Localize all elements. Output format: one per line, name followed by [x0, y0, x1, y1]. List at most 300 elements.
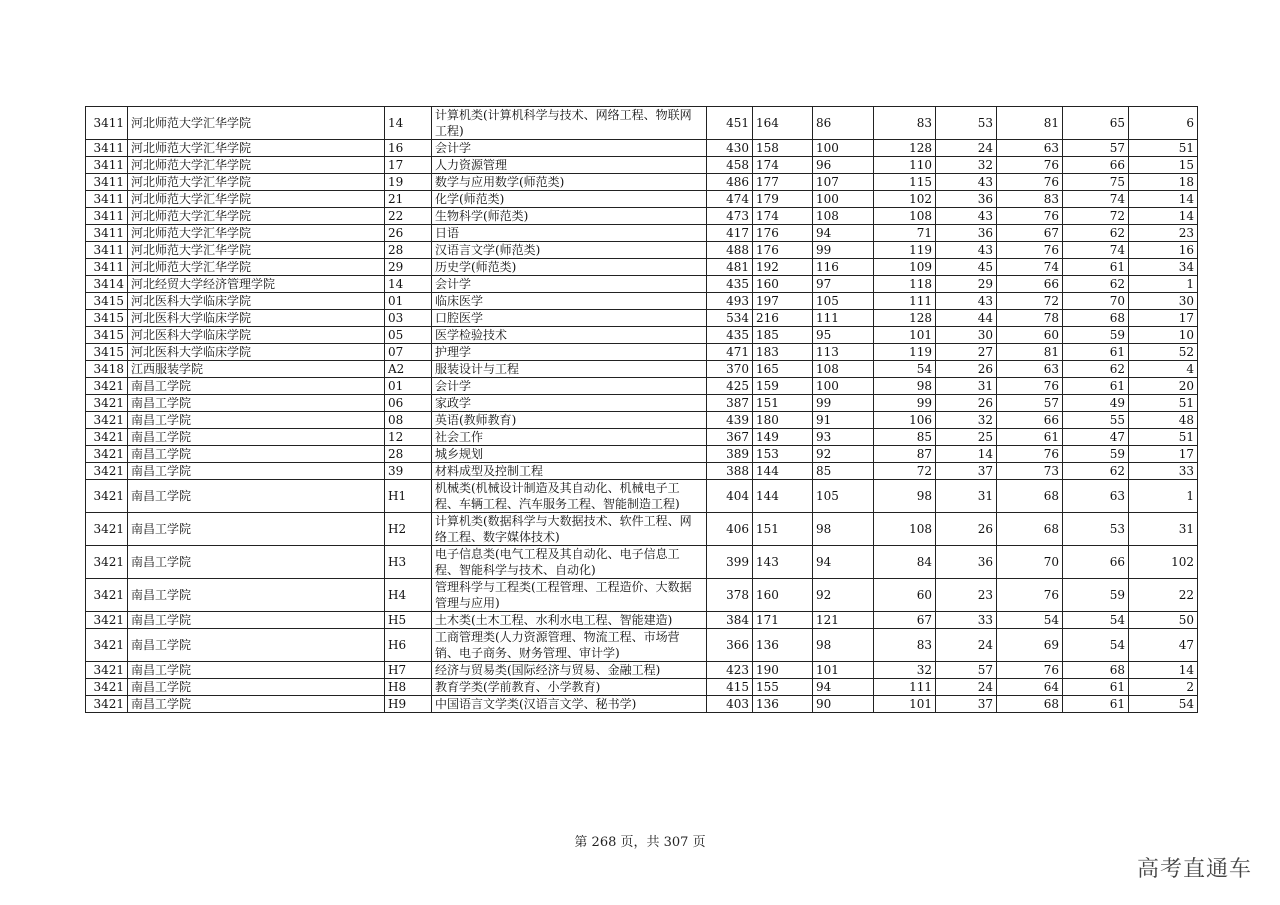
- cell-school-name: 南昌工学院: [128, 662, 385, 679]
- cell-score-5: 23: [936, 579, 997, 612]
- cell-major-name: 生物科学(师范类): [432, 208, 707, 225]
- cell-score-2: 190: [753, 662, 813, 679]
- cell-score-5: 26: [936, 361, 997, 378]
- cell-score-5: 53: [936, 107, 997, 140]
- cell-school-code: 3411: [86, 242, 128, 259]
- cell-score-2: 197: [753, 293, 813, 310]
- cell-score-4: 67: [874, 612, 936, 629]
- cell-score-7: 62: [1063, 225, 1129, 242]
- watermark-logo: 高考直通车: [1136, 857, 1252, 882]
- cell-score-8: 20: [1129, 378, 1198, 395]
- cell-score-2: 174: [753, 157, 813, 174]
- cell-score-7: 68: [1063, 662, 1129, 679]
- cell-score-2: 180: [753, 412, 813, 429]
- cell-score-2: 185: [753, 327, 813, 344]
- cell-score-1: 406: [707, 513, 753, 546]
- cell-score-8: 2: [1129, 679, 1198, 696]
- cell-score-2: 160: [753, 579, 813, 612]
- cell-score-8: 22: [1129, 579, 1198, 612]
- cell-school-code: 3421: [86, 463, 128, 480]
- cell-major-code: H1: [385, 480, 432, 513]
- table-row: [86, 412, 1198, 429]
- cell-school-code: 3418: [86, 361, 128, 378]
- cell-score-1: 423: [707, 662, 753, 679]
- cell-school-name: 南昌工学院: [128, 378, 385, 395]
- table-row: [86, 546, 1198, 579]
- cell-major-name: 工商管理类(人力资源管理、物流工程、市场营销、电子商务、财务管理、审计学): [432, 629, 707, 662]
- cell-score-8: 48: [1129, 412, 1198, 429]
- cell-score-2: 176: [753, 242, 813, 259]
- cell-score-3: 108: [813, 208, 874, 225]
- cell-major-name: 日语: [432, 225, 707, 242]
- cell-school-name: 河北师范大学汇华学院: [128, 140, 385, 157]
- cell-school-code: 3421: [86, 395, 128, 412]
- cell-school-code: 3421: [86, 629, 128, 662]
- cell-score-5: 37: [936, 696, 997, 713]
- cell-score-3: 96: [813, 157, 874, 174]
- cell-score-6: 78: [997, 310, 1063, 327]
- cell-score-1: 378: [707, 579, 753, 612]
- cell-score-1: 451: [707, 107, 753, 140]
- cell-score-7: 53: [1063, 513, 1129, 546]
- cell-score-1: 388: [707, 463, 753, 480]
- cell-score-1: 534: [707, 310, 753, 327]
- cell-score-3: 94: [813, 679, 874, 696]
- cell-school-code: 3421: [86, 429, 128, 446]
- cell-score-8: 4: [1129, 361, 1198, 378]
- cell-score-6: 63: [997, 140, 1063, 157]
- cell-score-1: 389: [707, 446, 753, 463]
- cell-major-code: 22: [385, 208, 432, 225]
- cell-major-code: H4: [385, 579, 432, 612]
- cell-score-3: 91: [813, 412, 874, 429]
- cell-score-5: 44: [936, 310, 997, 327]
- cell-score-5: 33: [936, 612, 997, 629]
- cell-major-name: 医学检验技术: [432, 327, 707, 344]
- table-row: [86, 612, 1198, 629]
- cell-major-code: H8: [385, 679, 432, 696]
- cell-score-8: 16: [1129, 242, 1198, 259]
- table-row: [86, 361, 1198, 378]
- cell-school-name: 河北师范大学汇华学院: [128, 107, 385, 140]
- cell-score-5: 30: [936, 327, 997, 344]
- cell-score-5: 26: [936, 513, 997, 546]
- cell-school-code: 3411: [86, 259, 128, 276]
- cell-score-5: 31: [936, 480, 997, 513]
- table-row: [86, 310, 1198, 327]
- cell-major-code: H7: [385, 662, 432, 679]
- cell-score-1: 387: [707, 395, 753, 412]
- cell-score-3: 94: [813, 225, 874, 242]
- cell-score-6: 68: [997, 480, 1063, 513]
- cell-score-8: 51: [1129, 429, 1198, 446]
- cell-score-2: 143: [753, 546, 813, 579]
- cell-school-code: 3421: [86, 612, 128, 629]
- cell-score-5: 31: [936, 378, 997, 395]
- cell-school-code: 3421: [86, 662, 128, 679]
- cell-score-5: 24: [936, 140, 997, 157]
- cell-school-name: 江西服装学院: [128, 361, 385, 378]
- table-row: [86, 242, 1198, 259]
- cell-score-3: 101: [813, 662, 874, 679]
- cell-score-4: 98: [874, 480, 936, 513]
- cell-score-6: 76: [997, 242, 1063, 259]
- cell-score-3: 111: [813, 310, 874, 327]
- cell-school-name: 南昌工学院: [128, 579, 385, 612]
- cell-score-5: 45: [936, 259, 997, 276]
- cell-score-2: 179: [753, 191, 813, 208]
- cell-score-7: 62: [1063, 276, 1129, 293]
- cell-major-name: 服装设计与工程: [432, 361, 707, 378]
- cell-score-2: 165: [753, 361, 813, 378]
- cell-score-7: 54: [1063, 612, 1129, 629]
- cell-score-7: 57: [1063, 140, 1129, 157]
- table-row: [86, 513, 1198, 546]
- cell-major-code: 16: [385, 140, 432, 157]
- cell-score-3: 100: [813, 378, 874, 395]
- cell-score-7: 75: [1063, 174, 1129, 191]
- cell-score-6: 76: [997, 378, 1063, 395]
- cell-major-code: 06: [385, 395, 432, 412]
- cell-score-6: 81: [997, 344, 1063, 361]
- cell-school-name: 河北医科大学临床学院: [128, 344, 385, 361]
- cell-score-1: 439: [707, 412, 753, 429]
- cell-score-6: 66: [997, 276, 1063, 293]
- cell-score-6: 66: [997, 412, 1063, 429]
- cell-major-name: 社会工作: [432, 429, 707, 446]
- cell-score-2: 144: [753, 480, 813, 513]
- table-row: [86, 679, 1198, 696]
- cell-score-2: 151: [753, 513, 813, 546]
- cell-score-2: 158: [753, 140, 813, 157]
- cell-score-5: 24: [936, 629, 997, 662]
- cell-score-7: 74: [1063, 191, 1129, 208]
- cell-school-code: 3421: [86, 579, 128, 612]
- cell-school-name: 南昌工学院: [128, 480, 385, 513]
- cell-score-4: 111: [874, 293, 936, 310]
- table-row: [86, 259, 1198, 276]
- cell-score-4: 60: [874, 579, 936, 612]
- cell-score-5: 25: [936, 429, 997, 446]
- cell-score-7: 55: [1063, 412, 1129, 429]
- table-row: [86, 395, 1198, 412]
- table-row: [86, 696, 1198, 713]
- cell-score-2: 160: [753, 276, 813, 293]
- cell-major-name: 数学与应用数学(师范类): [432, 174, 707, 191]
- cell-score-6: 76: [997, 208, 1063, 225]
- cell-score-3: 97: [813, 276, 874, 293]
- cell-score-5: 43: [936, 208, 997, 225]
- cell-major-name: 历史学(师范类): [432, 259, 707, 276]
- cell-major-code: H9: [385, 696, 432, 713]
- cell-score-6: 74: [997, 259, 1063, 276]
- cell-score-6: 60: [997, 327, 1063, 344]
- cell-major-code: A2: [385, 361, 432, 378]
- cell-major-name: 中国语言文学类(汉语言文学、秘书学): [432, 696, 707, 713]
- cell-school-name: 河北经贸大学经济管理学院: [128, 276, 385, 293]
- cell-school-name: 南昌工学院: [128, 446, 385, 463]
- cell-score-8: 14: [1129, 208, 1198, 225]
- cell-school-code: 3421: [86, 679, 128, 696]
- cell-major-name: 化学(师范类): [432, 191, 707, 208]
- cell-score-6: 69: [997, 629, 1063, 662]
- cell-score-3: 92: [813, 446, 874, 463]
- cell-major-code: H5: [385, 612, 432, 629]
- cell-score-6: 76: [997, 174, 1063, 191]
- cell-school-name: 南昌工学院: [128, 679, 385, 696]
- cell-score-5: 24: [936, 679, 997, 696]
- cell-score-8: 102: [1129, 546, 1198, 579]
- cell-score-4: 102: [874, 191, 936, 208]
- cell-score-8: 47: [1129, 629, 1198, 662]
- cell-score-4: 111: [874, 679, 936, 696]
- cell-score-8: 23: [1129, 225, 1198, 242]
- cell-score-6: 76: [997, 157, 1063, 174]
- cell-major-code: 19: [385, 174, 432, 191]
- cell-score-6: 63: [997, 361, 1063, 378]
- cell-score-5: 43: [936, 174, 997, 191]
- cell-score-4: 101: [874, 696, 936, 713]
- cell-score-1: 370: [707, 361, 753, 378]
- cell-score-4: 85: [874, 429, 936, 446]
- cell-score-5: 32: [936, 412, 997, 429]
- cell-score-1: 471: [707, 344, 753, 361]
- table-row: [86, 662, 1198, 679]
- cell-score-7: 66: [1063, 546, 1129, 579]
- cell-score-1: 403: [707, 696, 753, 713]
- cell-major-code: 01: [385, 378, 432, 395]
- cell-score-1: 384: [707, 612, 753, 629]
- cell-score-1: 488: [707, 242, 753, 259]
- cell-school-code: 3411: [86, 225, 128, 242]
- cell-major-code: 14: [385, 276, 432, 293]
- cell-major-code: 29: [385, 259, 432, 276]
- cell-score-4: 115: [874, 174, 936, 191]
- cell-major-code: 26: [385, 225, 432, 242]
- cell-score-3: 100: [813, 140, 874, 157]
- table-row: [86, 629, 1198, 662]
- cell-score-1: 435: [707, 276, 753, 293]
- cell-score-8: 51: [1129, 140, 1198, 157]
- cell-score-5: 43: [936, 293, 997, 310]
- cell-score-7: 66: [1063, 157, 1129, 174]
- cell-major-name: 土木类(土木工程、水利水电工程、智能建造): [432, 612, 707, 629]
- cell-school-name: 南昌工学院: [128, 629, 385, 662]
- cell-school-code: 3421: [86, 696, 128, 713]
- cell-score-8: 6: [1129, 107, 1198, 140]
- admission-score-table: [85, 106, 1198, 713]
- table-row: [86, 107, 1198, 140]
- cell-major-name: 经济与贸易类(国际经济与贸易、金融工程): [432, 662, 707, 679]
- cell-major-name: 口腔医学: [432, 310, 707, 327]
- page-number: 第 268 页，共 307 页: [574, 835, 706, 850]
- cell-score-2: 177: [753, 174, 813, 191]
- cell-school-name: 南昌工学院: [128, 463, 385, 480]
- cell-score-4: 108: [874, 513, 936, 546]
- cell-score-7: 61: [1063, 378, 1129, 395]
- cell-major-code: 28: [385, 242, 432, 259]
- cell-score-3: 105: [813, 293, 874, 310]
- cell-score-7: 62: [1063, 463, 1129, 480]
- cell-major-name: 计算机类(数据科学与大数据技术、软件工程、网络工程、数字媒体技术): [432, 513, 707, 546]
- cell-school-name: 河北师范大学汇华学院: [128, 208, 385, 225]
- cell-score-8: 14: [1129, 191, 1198, 208]
- cell-score-7: 49: [1063, 395, 1129, 412]
- cell-score-6: 76: [997, 662, 1063, 679]
- cell-score-4: 98: [874, 378, 936, 395]
- cell-major-name: 材料成型及控制工程: [432, 463, 707, 480]
- cell-score-3: 94: [813, 546, 874, 579]
- cell-score-7: 54: [1063, 629, 1129, 662]
- cell-school-name: 河北师范大学汇华学院: [128, 157, 385, 174]
- cell-score-6: 68: [997, 513, 1063, 546]
- cell-score-1: 425: [707, 378, 753, 395]
- cell-score-2: 151: [753, 395, 813, 412]
- cell-score-6: 76: [997, 579, 1063, 612]
- cell-score-2: 171: [753, 612, 813, 629]
- cell-school-name: 南昌工学院: [128, 412, 385, 429]
- cell-score-2: 176: [753, 225, 813, 242]
- cell-score-5: 36: [936, 191, 997, 208]
- cell-score-2: 153: [753, 446, 813, 463]
- cell-score-4: 119: [874, 242, 936, 259]
- cell-major-code: H6: [385, 629, 432, 662]
- table-row: [86, 378, 1198, 395]
- cell-score-2: 136: [753, 629, 813, 662]
- cell-score-6: 64: [997, 679, 1063, 696]
- cell-score-8: 17: [1129, 310, 1198, 327]
- table-row: [86, 579, 1198, 612]
- cell-score-5: 37: [936, 463, 997, 480]
- cell-score-6: 76: [997, 446, 1063, 463]
- cell-major-name: 护理学: [432, 344, 707, 361]
- cell-score-8: 33: [1129, 463, 1198, 480]
- cell-score-2: 216: [753, 310, 813, 327]
- cell-score-5: 43: [936, 242, 997, 259]
- cell-score-6: 57: [997, 395, 1063, 412]
- cell-score-6: 81: [997, 107, 1063, 140]
- cell-major-name: 会计学: [432, 140, 707, 157]
- table-row: [86, 157, 1198, 174]
- cell-score-4: 128: [874, 140, 936, 157]
- cell-school-code: 3421: [86, 513, 128, 546]
- cell-score-4: 119: [874, 344, 936, 361]
- cell-school-name: 河北医科大学临床学院: [128, 293, 385, 310]
- cell-score-8: 17: [1129, 446, 1198, 463]
- table-row: [86, 480, 1198, 513]
- cell-major-name: 电子信息类(电气工程及其自动化、电子信息工程、智能科学与技术、自动化): [432, 546, 707, 579]
- cell-score-1: 486: [707, 174, 753, 191]
- cell-score-7: 62: [1063, 361, 1129, 378]
- cell-score-1: 415: [707, 679, 753, 696]
- cell-score-2: 149: [753, 429, 813, 446]
- cell-score-7: 74: [1063, 242, 1129, 259]
- cell-score-4: 101: [874, 327, 936, 344]
- cell-score-3: 116: [813, 259, 874, 276]
- cell-school-code: 3421: [86, 480, 128, 513]
- cell-score-3: 100: [813, 191, 874, 208]
- cell-score-4: 106: [874, 412, 936, 429]
- cell-score-4: 83: [874, 629, 936, 662]
- cell-school-code: 3411: [86, 174, 128, 191]
- cell-score-2: 183: [753, 344, 813, 361]
- cell-major-name: 英语(教师教育): [432, 412, 707, 429]
- cell-major-name: 计算机类(计算机科学与技术、网络工程、物联网工程): [432, 107, 707, 140]
- table-row: [86, 174, 1198, 191]
- cell-school-name: 河北师范大学汇华学院: [128, 242, 385, 259]
- cell-major-code: 08: [385, 412, 432, 429]
- cell-score-7: 65: [1063, 107, 1129, 140]
- cell-score-8: 51: [1129, 395, 1198, 412]
- cell-score-4: 71: [874, 225, 936, 242]
- cell-school-code: 3414: [86, 276, 128, 293]
- table-row: [86, 429, 1198, 446]
- cell-score-1: 481: [707, 259, 753, 276]
- cell-score-3: 93: [813, 429, 874, 446]
- cell-major-name: 会计学: [432, 378, 707, 395]
- cell-score-4: 99: [874, 395, 936, 412]
- table-row: [86, 293, 1198, 310]
- cell-score-8: 15: [1129, 157, 1198, 174]
- cell-score-1: 430: [707, 140, 753, 157]
- cell-score-4: 109: [874, 259, 936, 276]
- cell-school-code: 3415: [86, 327, 128, 344]
- cell-major-code: 03: [385, 310, 432, 327]
- cell-score-8: 1: [1129, 480, 1198, 513]
- cell-score-3: 98: [813, 629, 874, 662]
- table-body: [86, 107, 1198, 713]
- cell-school-name: 南昌工学院: [128, 696, 385, 713]
- cell-school-name: 南昌工学院: [128, 429, 385, 446]
- cell-score-3: 99: [813, 395, 874, 412]
- cell-score-2: 174: [753, 208, 813, 225]
- cell-school-name: 河北师范大学汇华学院: [128, 259, 385, 276]
- cell-score-6: 68: [997, 696, 1063, 713]
- cell-score-4: 83: [874, 107, 936, 140]
- cell-major-code: 21: [385, 191, 432, 208]
- cell-school-code: 3411: [86, 208, 128, 225]
- cell-score-3: 107: [813, 174, 874, 191]
- cell-score-8: 30: [1129, 293, 1198, 310]
- cell-school-name: 河北医科大学临床学院: [128, 310, 385, 327]
- cell-school-name: 南昌工学院: [128, 395, 385, 412]
- cell-score-2: 159: [753, 378, 813, 395]
- cell-school-code: 3411: [86, 140, 128, 157]
- cell-score-5: 36: [936, 225, 997, 242]
- cell-score-3: 113: [813, 344, 874, 361]
- cell-score-1: 458: [707, 157, 753, 174]
- cell-score-4: 72: [874, 463, 936, 480]
- cell-score-5: 32: [936, 157, 997, 174]
- cell-score-5: 14: [936, 446, 997, 463]
- cell-score-3: 95: [813, 327, 874, 344]
- cell-major-code: H2: [385, 513, 432, 546]
- cell-score-2: 144: [753, 463, 813, 480]
- cell-score-2: 192: [753, 259, 813, 276]
- cell-score-4: 84: [874, 546, 936, 579]
- cell-school-code: 3415: [86, 344, 128, 361]
- cell-score-8: 1: [1129, 276, 1198, 293]
- cell-score-4: 128: [874, 310, 936, 327]
- cell-score-3: 90: [813, 696, 874, 713]
- cell-score-8: 50: [1129, 612, 1198, 629]
- cell-score-8: 10: [1129, 327, 1198, 344]
- cell-score-3: 121: [813, 612, 874, 629]
- table-row: [86, 225, 1198, 242]
- cell-score-4: 87: [874, 446, 936, 463]
- cell-score-2: 136: [753, 696, 813, 713]
- cell-major-code: 14: [385, 107, 432, 140]
